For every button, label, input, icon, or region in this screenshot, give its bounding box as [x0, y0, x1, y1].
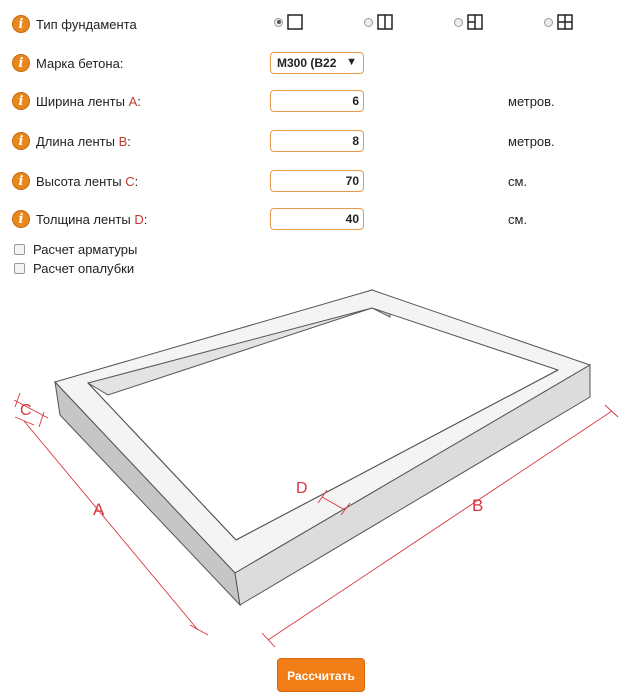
thickness-unit: см. [508, 212, 528, 227]
foundation-type-cross-wall-icon [557, 14, 573, 30]
foundation-type-row [12, 13, 137, 35]
diagram-front-side [235, 365, 590, 605]
diagram-label-b: B [472, 496, 484, 515]
foundation-type-t-wall-icon [467, 14, 483, 30]
concrete-grade-value: М300 (В22 [277, 56, 337, 70]
foundation-type-option-4[interactable] [544, 14, 573, 30]
rebar-checkbox-label: Расчет арматуры [33, 241, 138, 257]
height-label: Высота ленты C: [36, 173, 139, 189]
width-label: Ширина ленты A: [36, 93, 141, 109]
width-input[interactable]: 6 [270, 90, 364, 112]
foundation-type-plain-icon [287, 14, 303, 30]
foundation-type-one-wall-icon [377, 14, 393, 30]
diagram-label-d: D [296, 480, 308, 497]
info-icon[interactable]: i [12, 92, 30, 110]
formwork-checkbox-label: Расчет опалубки [33, 260, 135, 276]
foundation-type-option-3[interactable] [454, 14, 483, 30]
foundation-type-option-1[interactable] [274, 14, 303, 30]
length-row [12, 130, 131, 152]
formwork-checkbox[interactable] [14, 263, 25, 274]
length-unit: метров. [508, 134, 555, 149]
formwork-checkbox-row[interactable] [14, 260, 134, 276]
foundation-type-radio-4[interactable] [544, 18, 553, 27]
foundation-type-radio-1[interactable] [274, 18, 283, 27]
length-label: Длина ленты B: [36, 133, 131, 149]
diagram-label-c: C [20, 402, 32, 419]
info-icon[interactable]: i [12, 172, 30, 190]
height-unit: см. [508, 174, 528, 189]
info-icon[interactable]: i [12, 54, 30, 72]
width-unit: метров. [508, 94, 555, 109]
foundation-diagram [0, 275, 640, 655]
calculate-button[interactable]: Рассчитать [277, 658, 365, 692]
concrete-grade-row [12, 52, 123, 74]
diagram-label-a: A [93, 500, 105, 519]
height-input[interactable]: 70 [270, 170, 364, 192]
info-icon[interactable]: i [12, 15, 30, 33]
length-input[interactable]: 8 [270, 130, 364, 152]
foundation-type-radio-2[interactable] [364, 18, 373, 27]
diagram-left-side [55, 382, 240, 605]
concrete-grade-label: Марка бетона: [36, 55, 124, 71]
info-icon[interactable]: i [12, 132, 30, 150]
width-row [12, 90, 141, 112]
height-row [12, 170, 138, 192]
rebar-checkbox[interactable] [14, 244, 25, 255]
foundation-type-option-2[interactable] [364, 14, 393, 30]
info-icon[interactable]: i [12, 210, 30, 228]
dropdown-arrow-icon: ▼ [346, 56, 357, 68]
thickness-row [12, 208, 147, 230]
foundation-type-label: Тип фундамента [36, 16, 137, 32]
thickness-label: Толщина ленты D: [36, 211, 148, 227]
rebar-checkbox-row[interactable] [14, 241, 137, 257]
foundation-type-radio-3[interactable] [454, 18, 463, 27]
concrete-grade-select[interactable] [270, 52, 364, 74]
thickness-input[interactable]: 40 [270, 208, 364, 230]
